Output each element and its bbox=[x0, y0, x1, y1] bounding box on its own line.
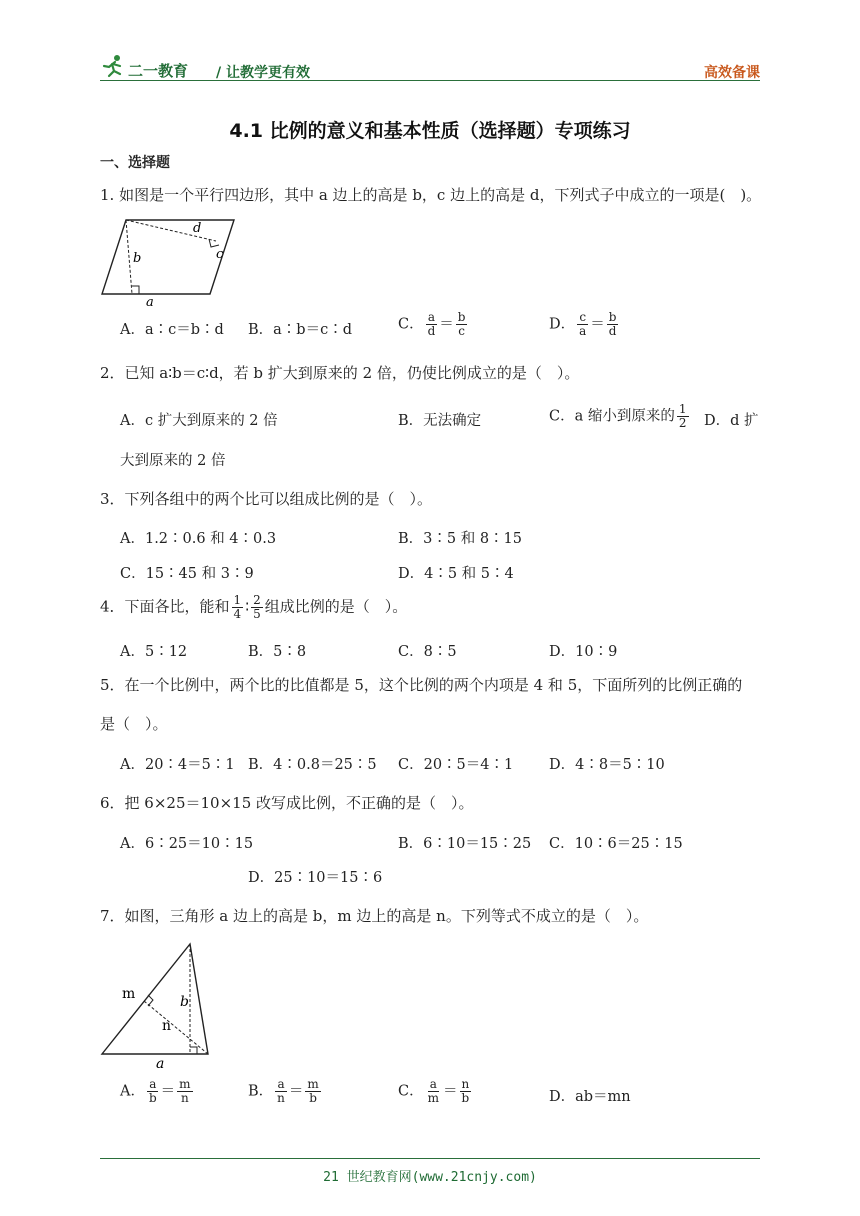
question-5-text: 5．在一个比例中，两个比的比值都是 5，这个比例的两个内项是 4 和 5，下面所列的比例正确的 bbox=[100, 676, 743, 694]
label-n: n bbox=[162, 1018, 172, 1034]
q5-option-a[interactable]: A．20∶4＝5∶1 bbox=[120, 757, 235, 773]
page-footer[interactable]: 21 世纪教育网(www.21cnjy.com) bbox=[323, 1170, 537, 1185]
brand-label: 高效备课 bbox=[704, 65, 760, 81]
q1-option-d[interactable]: D． $\frac{c}{a}$ ＝ $\frac{b}{d}$ bbox=[549, 310, 617, 338]
q2-option-d-continued: 大到原来的 2 倍 bbox=[120, 453, 226, 469]
question-1-text: 1. 如图是一个平行四边形，其中 a 边上的高是 b，c 边上的高是 d，下列式子中成立的一项是( )。 bbox=[100, 186, 762, 204]
q4-option-d[interactable]: D．10∶9 bbox=[549, 644, 618, 660]
section-heading: 一、选择题 bbox=[100, 155, 170, 171]
q1-option-b[interactable]: B．a∶b＝c∶d bbox=[248, 322, 352, 338]
q6-option-d[interactable]: D．25∶10＝15∶6 bbox=[248, 870, 383, 886]
q2-option-a[interactable]: A．c 扩大到原来的 2 倍 bbox=[120, 413, 278, 429]
q1-d-prefix: D． bbox=[549, 316, 576, 333]
q7-option-a[interactable]: A． $\frac{a}{b}$ ＝ $\frac{m}{n}$ bbox=[120, 1077, 191, 1105]
page-header bbox=[100, 52, 760, 82]
q5-option-d[interactable]: D．4∶8＝5∶10 bbox=[549, 757, 665, 773]
fraction: $\frac{b}{d}$ bbox=[608, 310, 617, 338]
label-m: m bbox=[122, 986, 136, 1002]
question-7-text: 7．如图，三角形 a 边上的高是 b，m 边上的高是 n。下列等式不成立的是（ ）。 bbox=[100, 907, 649, 925]
q7-option-b[interactable]: B． $\frac{a}{n}$ ＝ $\frac{m}{b}$ bbox=[248, 1077, 319, 1105]
q1-option-a[interactable]: A．a∶c＝b∶d bbox=[120, 322, 224, 338]
fraction: $\frac{m}{b}$ bbox=[307, 1077, 319, 1105]
label-b: b bbox=[133, 251, 142, 266]
q5-option-c[interactable]: C．20∶5＝4∶1 bbox=[398, 757, 514, 773]
q3-option-a[interactable]: A．1.2∶0.6 和 4∶0.3 bbox=[120, 531, 277, 547]
question-5-text-cont: 是（ ）。 bbox=[100, 715, 168, 733]
q4-option-c[interactable]: C．8∶5 bbox=[398, 644, 457, 660]
page-title: 4.1 比例的意义和基本性质（选择题）专项练习 bbox=[229, 120, 631, 142]
q3-option-d[interactable]: D．4∶5 和 5∶4 bbox=[398, 566, 514, 582]
parallelogram-figure bbox=[98, 214, 238, 308]
question-6-text: 6．把 6×25＝10×15 改写成比例，不正确的是（ ）。 bbox=[100, 794, 474, 812]
label-a: a bbox=[146, 295, 154, 308]
q4-option-b[interactable]: B．5∶8 bbox=[248, 644, 307, 660]
q2-option-d[interactable]: D．d 扩 bbox=[704, 413, 759, 429]
fraction: $\frac{a}{n}$ bbox=[277, 1077, 285, 1105]
runner-logo-icon bbox=[100, 54, 126, 78]
footer-divider bbox=[100, 1158, 760, 1159]
fraction: $\frac{a}{d}$ bbox=[427, 310, 436, 338]
q1-option-c[interactable]: C． $\frac{a}{d}$ ＝ $\frac{b}{c}$ bbox=[398, 310, 466, 338]
label-a: a bbox=[156, 1056, 165, 1070]
fraction: $\frac{b}{c}$ bbox=[457, 310, 466, 338]
q2-c-prefix: C．a 缩小到原来的 bbox=[549, 408, 675, 425]
q1-c-prefix: C． bbox=[398, 316, 424, 333]
q7-option-c[interactable]: C． $\frac{a}{m}$ ＝ $\frac{n}{b}$ bbox=[398, 1077, 470, 1105]
header-divider bbox=[100, 80, 760, 81]
q7-a-prefix: A． bbox=[120, 1083, 145, 1100]
fraction: $\frac{1}{2}$ bbox=[678, 402, 687, 430]
fraction: $\frac{a}{m}$ bbox=[427, 1077, 439, 1105]
q7-option-d[interactable]: D．ab＝mn bbox=[549, 1089, 631, 1105]
fraction: $\frac{c}{a}$ bbox=[579, 310, 587, 338]
question-3-text: 3．下列各组中的两个比可以组成比例的是（ ）。 bbox=[100, 490, 433, 508]
q6-option-a[interactable]: A．6∶25＝10∶15 bbox=[120, 836, 254, 852]
q2-option-c[interactable] bbox=[549, 403, 691, 430]
question-2-text: 2．已知 a∶b＝c∶d，若 b 扩大到原来的 2 倍，仍使比例成立的是（ ）。 bbox=[100, 364, 580, 382]
q2-option-b[interactable]: B．无法确定 bbox=[398, 413, 482, 429]
logo-text: 二一教育 bbox=[128, 62, 189, 80]
fraction: $\frac{m}{n}$ bbox=[179, 1077, 191, 1105]
label-d: d bbox=[193, 221, 202, 236]
fraction: $\frac{a}{b}$ bbox=[148, 1077, 157, 1105]
q6-option-c[interactable]: C．10∶6＝25∶15 bbox=[549, 836, 683, 852]
label-c: c bbox=[216, 247, 224, 262]
triangle-figure bbox=[98, 938, 214, 1070]
q7-c-prefix: C． bbox=[398, 1083, 424, 1100]
q3-option-c[interactable]: C．15∶45 和 3∶9 bbox=[120, 566, 254, 582]
q7-b-prefix: B． bbox=[248, 1083, 274, 1100]
fraction: $\frac{n}{b}$ bbox=[461, 1077, 470, 1105]
fraction: $\frac{2}{5}$ bbox=[253, 593, 261, 621]
q3-option-b[interactable]: B．3∶5 和 8∶15 bbox=[398, 531, 523, 547]
label-b: b bbox=[180, 994, 189, 1010]
slogan: / 让教学更有效 bbox=[216, 65, 310, 81]
q4-option-a[interactable]: A．5∶12 bbox=[120, 644, 188, 660]
q6-option-b[interactable]: B．6∶10＝15∶25 bbox=[398, 836, 532, 852]
q5-option-b[interactable]: B．4∶0.8＝25∶5 bbox=[248, 757, 377, 773]
fraction: $\frac{1}{4}$ bbox=[233, 593, 242, 621]
question-4-text: 4．下面各比，能和 $\frac{1}{4}$ ∶ $\frac{2}{5}$ 组成比例的是（ ）。 bbox=[100, 593, 408, 621]
